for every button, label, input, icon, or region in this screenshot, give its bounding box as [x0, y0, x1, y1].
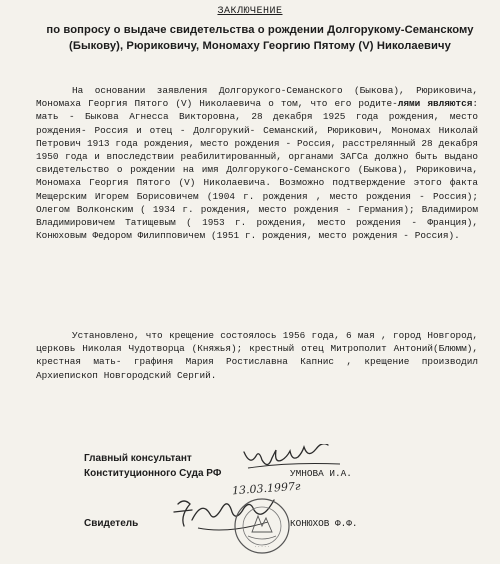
- seal-stamp-icon: [232, 496, 292, 556]
- svg-text:· · · · ·: · · · · ·: [254, 544, 270, 550]
- witness-label: Свидетель: [84, 518, 139, 529]
- witness-signature-icon: [168, 494, 288, 540]
- consultant-title-2: Конституционного Суда РФ: [84, 468, 222, 479]
- subject-line-2: (Быкову), Рюриковичу, Мономаху Георгию Пятому (V) Николаевичу: [69, 40, 451, 52]
- handwritten-date: 13.03.1997г: [231, 479, 301, 498]
- paragraph-1-lead: На основании заявления Долгорукого-Семанского (Быкова), Рюриковича, Мономаха Георгия Пятого (V) Николаевича о том, что его родите-: [36, 85, 478, 110]
- consultant-name: УМНОВА И.А.: [290, 468, 352, 479]
- document-title: ЗАКЛЮЧЕНИЕ: [217, 6, 283, 17]
- paragraph-1-rest: : мать - Быкова Агнесса Викторовна, 28 декабря 1925 года рождения, место рождения- Россия и отец - Долгорукий- Семанский, Рюрикович, Мономах Николай Петрович 1913 года рождения, место рождения - Россия, расстрелянный 28 декабря 1950 года и впоследствии реабилитированный, органами ЗАГСа должно быть выдано свидетельство о рождении на имя Долгорукого-Семанского (Быкова), Рюриковича, Мономаха Георгия Пятого (V) Николаевича. Возможно подтверждение этого факта Мещерским Игорем Борисовичем (1904 г. рождения , место рождения - Россия); Олегом Волконским ( 1934 г. рождения, место рождения - Германия); Владимиром Владимировичем Татищевым ( 1953 г. рождения, место рождения - Франция), Конюховым Федором Филипповичем (1951 г. рождения, место рождения - Россия).: [36, 98, 478, 242]
- consultant-title-1: Главный консультант: [84, 453, 192, 464]
- paragraph-1-bold: лями являются: [397, 98, 473, 110]
- paragraph-2: Установлено, что крещение состоялось 1956 года, 6 мая , город Новгород, церковь Николая Чудотворца (Княжья); крестный отец Митрополит Антоний(Блюмм), крестная мать- графиня Мария Ростиславна Капнис , крещение производил Архиепископ Новгородский Сергий.: [36, 330, 478, 381]
- paragraph-1: [36, 84, 478, 242]
- subject-line-1: по вопросу о выдаче свидетельства о рождении Долгорукому-Семанскому: [46, 24, 474, 36]
- witness-name: КОНЮХОВ Ф.Ф.: [290, 518, 358, 529]
- document-subject: [40, 22, 480, 54]
